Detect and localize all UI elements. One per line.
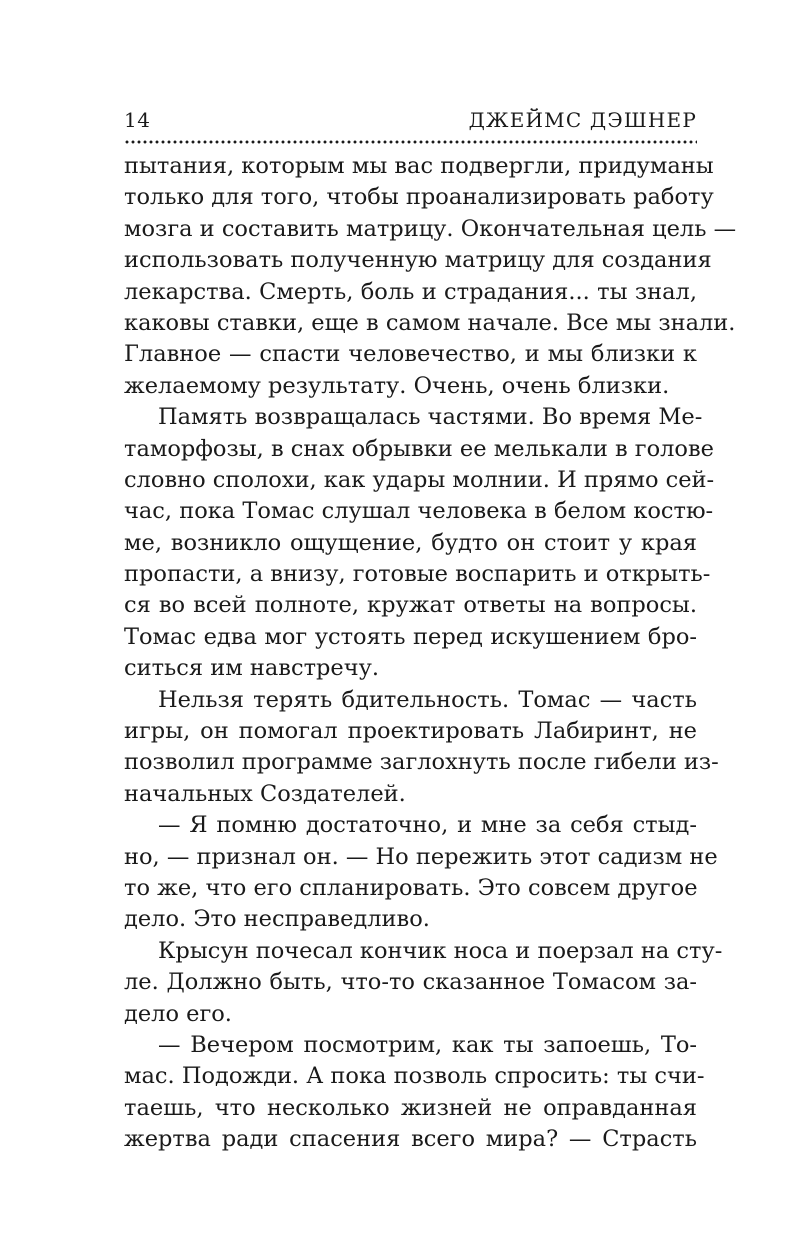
text-line: жертва ради спасения всего мира? — Страсть [124, 1126, 697, 1153]
paragraph [124, 1030, 705, 1156]
body-text [124, 151, 737, 1156]
paragraph [124, 402, 715, 685]
paragraph [124, 810, 718, 936]
text-line: то же, что его спланировать. Это совсем другое [124, 874, 698, 901]
text-line: начальных Создателей. [124, 780, 406, 807]
text-line: ме, возникло ощущение, будто он стоит у края [124, 529, 697, 556]
text-line: позволил программе заглохнуть после гибели из- [124, 749, 719, 776]
text-line: Томас едва мог устоять перед искушением бро- [124, 623, 697, 650]
paragraph [124, 685, 719, 811]
text-line: ся во всей полноте, кружат ответы на вопросы. [124, 592, 697, 619]
text-line: использовать полученную матрицу для создания [124, 247, 712, 274]
text-line: каковы ставки, еще в самом начале. Все мы знали. [124, 309, 736, 336]
text-line: игры, он помогал проектировать Лабиринт, не [124, 718, 697, 745]
text-line: — Я помню достаточно, и мне за себя стыд- [158, 812, 697, 839]
text-line: Память возвращалась частями. Во время Ме- [158, 404, 703, 431]
text-line: только для того, чтобы проанализировать работу [124, 184, 714, 211]
text-line: Главное — спасти человечество, и мы близки к [124, 341, 697, 368]
paragraph [124, 151, 737, 402]
text-line: Нельзя терять бдительность. Томас — часть [158, 686, 697, 713]
text-line: ле. Должно быть, что-то сказанное Томасом за- [124, 969, 697, 996]
text-line: Крысун почесал кончик носа и поерзал на сту- [158, 937, 723, 964]
page-header [124, 108, 697, 138]
text-line: дело. Это несправедливо. [124, 906, 430, 933]
text-line: час, пока Томас слушал человека в белом костю- [124, 498, 714, 525]
text-line: желаемому результату. Очень, очень близки. [124, 372, 670, 399]
paragraph [124, 936, 723, 1030]
dotted-divider [124, 140, 697, 144]
text-line: мас. Подожди. А пока позволь спросить: ты счи- [124, 1063, 705, 1090]
text-line: но, — признал он. — Но пережить этот садизм не [124, 843, 718, 870]
text-line: лекарства. Смерть, боль и страдания... ты знал, [124, 278, 697, 305]
running-head-author: ДЖЕЙМС ДЭШНЕР [468, 108, 697, 132]
text-line: ситься им навстречу. [124, 655, 380, 682]
text-line: словно сполохи, как удары молнии. И прямо сей- [124, 466, 715, 493]
text-line: пытания, которым мы вас подвергли, придуманы [124, 153, 714, 179]
text-line: таешь, что несколько жизней не оправданная [124, 1094, 697, 1121]
text-line: — Вечером посмотрим, как ты запоешь, То- [158, 1031, 697, 1058]
text-line: таморфозы, в снах обрывки ее мелькали в голове [124, 435, 714, 462]
text-line: мозга и составить матрицу. Окончательная цель — [124, 215, 737, 242]
page-number: 14 [124, 108, 151, 132]
text-line: дело его. [124, 1000, 232, 1027]
text-line: пропасти, а внизу, готовые воспарить и открыть- [124, 561, 711, 588]
